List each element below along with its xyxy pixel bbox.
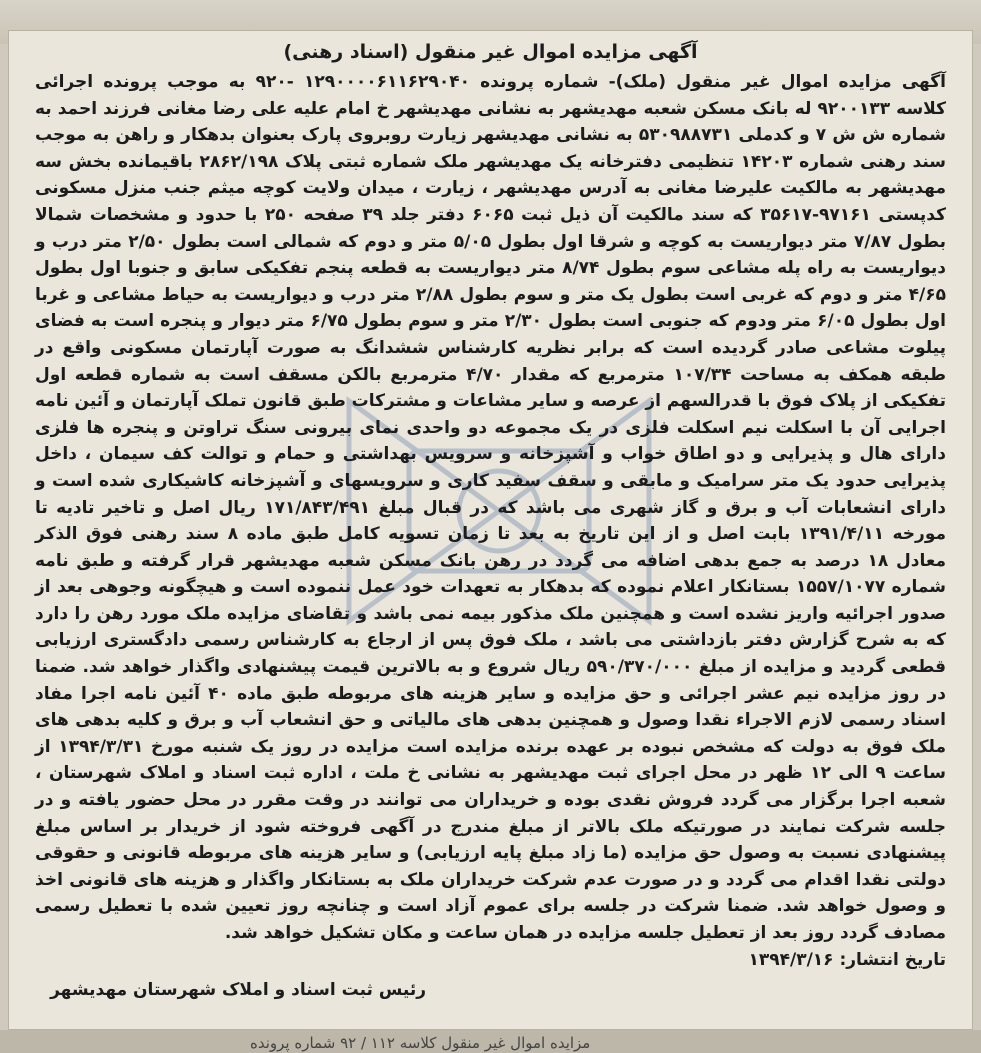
publish-date: تاریخ انتشار: ۱۳۹۴/۳/۱۶ <box>748 949 946 970</box>
notice-title: آگهی مزایده اموال غیر منقول (اسناد رهنی) <box>283 41 698 63</box>
newspaper-clipping <box>8 30 973 1030</box>
next-clipping-strip <box>0 1030 981 1053</box>
signature-line: رئیس ثبت اسناد و املاک شهرستان مهدیشهر <box>50 980 426 1001</box>
notice-body: آگهی مزایده اموال غیر منقول (ملک)- شماره پرونده ۱۲۹۰۰۰۰۶۱۱۶۲۹۰۴۰ -۹۲۰ به موجب پرونده اجرائی کلاسه ۹۲۰۰۱۳۳ له بانک مسکن شعبه مهدیشهر به نشانی مهدیشهر خ امام علیه علی رضا مغانی فرزند احمد به شماره ش ش ۷ و کدملی ۵۳۰۹۸۸۷۳۱ به نشانی مهدیشهر زیارت روبروی پارک بعنوان بدهکار و راهن به موجب سند رهنی شماره ۱۴۲۰۳ تنظیمی دفترخانه یک مهدیشهر ملک شماره ثبتی پلاک ۲۸۶۲/۱۹۸ باقیمانده بخش سه مهدیشهر به مالکیت علیرضا مغانی به آدرس مهدیشهر ، زیارت ، میدان ولایت کوچه میثم جنب منزل مسکونی کدپستی ۹۷۱۶۱-۳۵۶۱۷ که سند مالکیت آن ذیل ثبت ۶۰۶۵ دفتر جلد ۳۹ صفحه ۲۵۰ با حدود و مشخصات شمالا بطول ۷/۸۷ متر دیواریست به کوچه و شرقا اول بطول ۵/۰۵ متر و دوم که شمالی است بطول ۲/۵۰ متر درب و دیواریست به راه پله مشاعی سوم بطول ۸/۷۴ متر دیواریست به قطعه پنجم تفکیکی سابق و جنوبا اول بطول ۴/۶۵ متر و دوم که غربی است بطول یک متر و سوم بطول ۲/۸۸ متر درب و دیواریست به حیاط مشاعی و غربا اول بطول ۶/۰۵ متر ودوم که جنوبی است بطول ۲/۳۰ متر و سوم بطول ۶/۷۵ متر دیوار و پنجره است به فضای پیلوت مشاعی صادر گردیده است که برابر نظریه کارشناس ششدانگ به صورت آپارتمان مسکونی واقع در طبقه همکف به مساحت ۱۰۷/۳۴ مترمربع که مقدار ۴/۷۰ مترمربع بالکن مسقف است به شماره قطعه اول تفکیکی از پلاک فوق با قدرالسهم از عرصه و سایر مشاعات و مشترکات طبق قانون تملک آپارتمان و آئین نامه اجرایی آن با اسکلت نیم اسکلت فلزی در یک مجموعه دو واحدی نمای بیرونی سنگ تراوتن و پنجره ها فلزی دارای هال و پذیرایی و دو اطاق خواب و آشپزخانه و سرویس بهداشتی و حمام و توالت کف سیمان ، داخل پذیرایی حدود یک متر سرامیک و مابقی و سقف سفید کاری و سرویسهای و آشپزخانه کاشیکاری شده است و دارای انشعابات آب و برق و گاز شهری می باشد که در قبال مبلغ ۱۷۱/۸۴۳/۴۹۱ ریال اصل و تاخیر تادیه تا مورخه ۱۳۹۱/۴/۱۱ بابت اصل و از این تاریخ به بعد تا زمان تسویه کامل طبق ماده ۸ سند رهنی فوق الذکر معادل ۱۸ درصد به جمع بدهی اضافه می گردد در رهن بانک مسکن شعبه مهدیشهر قرار گرفته و طبق نامه شماره ۱۵۵۷/۱۰۷۷ بستانکار اعلام نموده که بدهکار به تعهدات خود عمل ننموده است و هیچگونه وجوهی بعد از صدور اجرائیه واریز نشده است و همچنین ملک مذکور بیمه نمی باشد و تقاضای مزایده ملک مورد رهن را دارد که به شرح گزارش دفتر بازداشتی می باشد ، ملک فوق پس از ارجاع به کارشناس رسمی دادگستری ارزیابی قطعی گردید و مزایده از مبلغ ۵۹۰/۳۷۰/۰۰۰ ریال شروع و به بالاترین قیمت پیشنهادی واگذار خواهد شد. ضمنا در روز مزایده نیم عشر اجرائی و حق مزایده و سایر هزینه های مربوطه طبق ماده ۴۰ آئین نامه اجرا مفاد اسناد رسمی لازم الاجراء نقدا وصول و همچنین بدهی های مالیاتی و حق انشعاب آب و برق و کلیه بدهی های ملک فوق به دولت که مشخص نبوده بر عهده برنده مزایده است مزایده در روز یک شنبه مورخ ۱۳۹۴/۳/۳۱ از ساعت ۹ الی ۱۲ ظهر در محل اجرای ثبت مهدیشهر به نشانی خ ملت ، اداره ثبت اسناد و املاک شهرستان ، شعبه اجرا برگزار می گردد فروش نقدی بوده و خریداران می توانند در وقت مقرر در محل حضور یافته و در جلسه شرکت نمایند در صورتیکه ملک بالاتر از مبلغ مندرج در آگهی فروخته شود از خریدار بر اساس مبلغ پیشنهادی نسبت به وصول حق مزایده (ما زاد مبلغ پایه ارزیابی) و سایر هزینه های مربوطه قانونی و حقوقی دولتی نقدا اقدام می گردد و در صورت عدم شرکت خریداران ملک به بستانکار واگذار و هزینه های قانونی اخذ و وصول خواهد شد. ضمنا شرکت در جلسه برای عموم آزاد است و چنانچه روز تعیین شده با تعطیل رسمی مصادف گردد روز بعد از تعطیل جلسه مزایده در همان ساعت و مکان تشکیل خواهد شد. <box>35 72 947 943</box>
next-clipping-header: مزایده اموال غیر منقول کلاسه ۱۱۲ / ۹۲ شماره پرونده <box>250 1034 591 1052</box>
notice-content <box>9 31 972 1005</box>
